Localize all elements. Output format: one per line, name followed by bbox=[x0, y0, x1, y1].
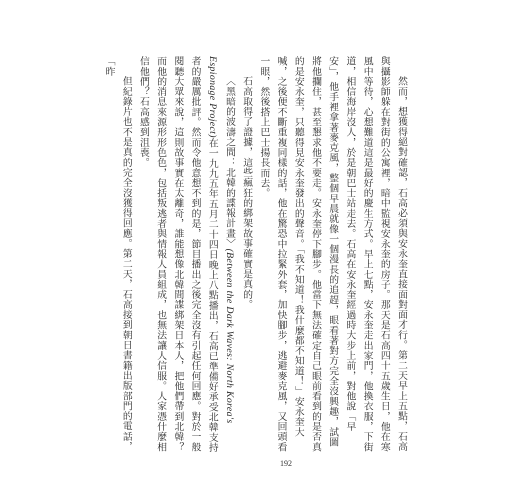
vertical-text-body bbox=[92, 56, 410, 454]
documentary-title: 〈黑暗的波濤之間：北韓的諜報計畫〉 bbox=[223, 75, 235, 249]
documentary-english-title: (Between the Dark Waves: North Korea's Espionage Project) bbox=[206, 56, 235, 424]
page-number: 192 bbox=[280, 459, 292, 468]
paragraph bbox=[135, 56, 238, 454]
paragraph: 石高取得了證據，這些瘋狂的綁架故事確實是真的。 bbox=[241, 75, 253, 310]
paragraph: 但紀錄片也不是真的完全沒獲得回應。第二天，石高接到朝日書籍出版部門的電話，「昨 bbox=[103, 56, 132, 452]
paragraph-continuation: 在一九九五年五月二十四日晚上八點播出，石高已準備好承受北韓支持者的嚴厲批評。然而令他意想不到的是，節目播出之後完全沒有引起任何回應。對於一般閱聽大眾來說，這則故事實在太離奇，誰能想像北韓間諜綁架日本人，把他們帶到北韓？而他的消息來源形形色色，包括叛逃者與情報人員組成，也無法讓人信服。人家憑什麼相信他們？石高感到沮喪。 bbox=[137, 56, 218, 453]
paragraph: 然而，想獲得絕對確認，石高必須與安永奎直接面對面才行。第二天早上五點，石高與攝影師躲在對街的公寓裡，暗中監視安永奎的房子。那天是石高四十五歲生日，他在寒風中等待，心想難道這是最好的慶生方式。早上七點，安永奎走出家門，他換衣服，下街道，相信海岸沒人，於是朝巴士站走去。石高在安永奎經過時大步上前，對他說「早安」，他手裡拿著麥克風，整個早晨就像一個漫長的追趕，眼看著對方完全沒興趣，試圖將他攔住，甚至懇求他不要走。安永奎停下腳步。他當下無法確定自己眼前看到的是否真的是安永奎，只聽得見安永奎發出的聲音。「我不知道！我什麼都不知道！」安永奎大喊，之後便不斷重複同樣的話，他在驚恐中拉緊外套，加快腳步，逃避麥克風，又回頭看一眼，然後搭上巴士揚長而去。 bbox=[258, 56, 407, 452]
